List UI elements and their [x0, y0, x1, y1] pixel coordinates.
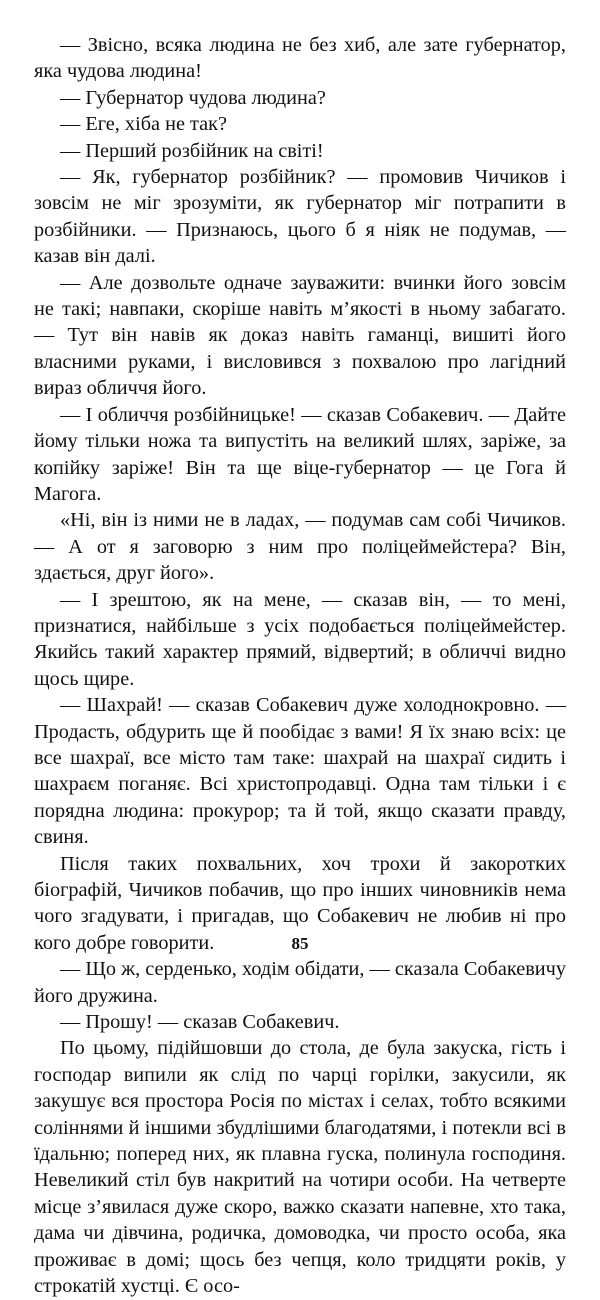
page-number: 85 — [291, 934, 309, 953]
paragraph: — Що ж, серденько, ходім обідати, — сказала Собакевичу його дружина. — [34, 958, 566, 1007]
paragraph: — Шахрай! — сказав Собакевич дуже холоднокровно. — Продасть, обдурить ще й пообідає з вами! Я їх знаю всіх: це все шахраї, все місто там таке: шахрай на шахраї сидить і шахраєм поганяє. Всі христопродавці. Одна там тільки і є порядна людина: прокурор; та й той, якщо сказати правду, свиня. — [34, 694, 566, 849]
paragraph: — Губернатор чудова людина? — [60, 86, 326, 109]
paragraph: По цьому, підійшовши до стола, де була закуска, гість і господар випили як слід по чарці горілки, закусили, як закушує вся простора Росія по містах і селах, тобто всякими соліннями й іншими збудлішими благодатями, і потекли всі в їдальню; поперед них, як плавна гуска, полинула господиня. Невеликий стіл був накритий на чотири особи. На четверте місце з’явилася дуже скоро, важко сказати напевне, хто така, дама чи дівчина, родичка, домоводка, чи просто особа, яка проживає в домі; щось без чепця, коло тридцяти років, у строкатій хустці. Є осо- — [34, 1037, 566, 1298]
paragraph: — Перший розбійник на світі! — [60, 139, 324, 162]
paragraph: Після таких похвальних, хоч трохи й закоротких біографій, Чичиков побачив, що про інших чиновників нема чого згадувати, і пригадав, що Собакевич не любив ні про кого добре говорити. — [34, 852, 566, 954]
paragraph: — Але дозвольте одначе зауважити: вчинки його зовсім не такі; навпаки, скоріше навіть м’якості в ньому забагато. — Тут він навів як доказ навіть гаманці, вишиті його власними руками, і висловився з похвалою про лагідний вираз обличчя його. — [34, 271, 566, 400]
paragraph: — Звісно, всяка людина не без хиб, але зате губернатор, яка чудова людина! — [34, 34, 566, 83]
paragraph: «Ні, він із ними не в ладах, — подумав сам собі Чичиков. — А от я заговорю з ним про поліцеймейстера? Він, здається, друг його». — [34, 509, 566, 585]
paragraph: — Еге, хіба не так? — [60, 113, 227, 136]
paragraph: — І зрештою, як на мене, — сказав він, — то мені, признатися, найбільше з усіх подобається поліцеймейстер. Якийсь такий характер прямий, відвертий; в обличчі видно щось щире. — [34, 588, 566, 690]
paragraph: — Прошу! — сказав Собакевич. — [60, 1011, 340, 1034]
paragraph: — І обличчя розбійницьке! — сказав Собакевич. — Дайте йому тільки ножа та випустіть на великий шлях, заріже, за копійку заріже! Він та ще віце-губернатор — це Гога й Магога. — [34, 403, 566, 505]
page-body — [34, 32, 566, 1300]
paragraph: — Як, губернатор розбійник? — промовив Чичиков і зовсім не міг зрозуміти, як губернатор міг потрапити в розбійники. — Признаюсь, цього б я ніяк не подумав, — казав він далі. — [34, 166, 566, 268]
